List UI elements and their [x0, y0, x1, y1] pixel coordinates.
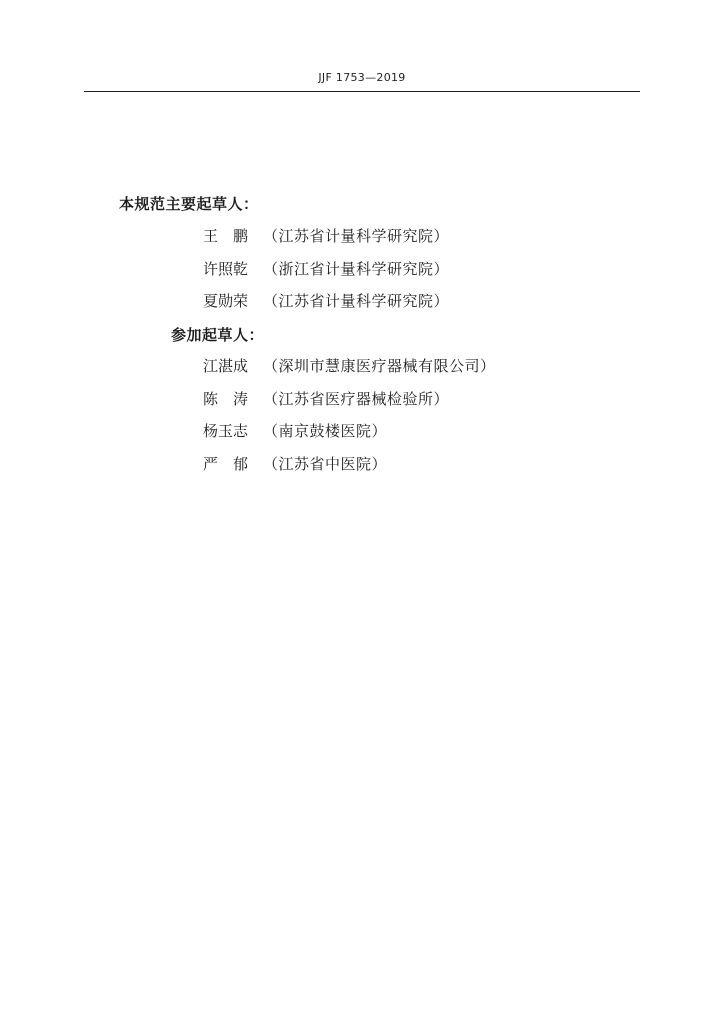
drafter-entry [203, 421, 496, 454]
standard-code: JJF 1753—2019 [318, 71, 406, 84]
drafter-entry [203, 226, 449, 259]
drafter-organization: （江苏省计量科学研究院） [263, 292, 450, 310]
drafter-name: 江湛成 [203, 357, 249, 375]
drafter-entry [203, 291, 449, 324]
main-drafters-heading: 本规范主要起草人： [119, 195, 259, 213]
drafter-name: 许照乾 [203, 259, 249, 278]
drafter-organization: （江苏省医疗器械检验所） [263, 389, 450, 408]
drafter-organization: （南京鼓楼医院） [263, 422, 388, 440]
drafter-organization: （江苏省计量科学研究院） [263, 227, 450, 245]
drafter-organization: （深圳市慧康医疗器械有限公司） [263, 357, 496, 375]
drafter-name: 王 鹏 [203, 227, 249, 245]
drafter-entry [203, 454, 496, 487]
header-rule [84, 91, 640, 92]
drafter-entry [203, 356, 496, 389]
drafter-entry [203, 259, 449, 292]
participating-drafters-heading: 参加起草人： [171, 326, 265, 344]
drafter-name: 陈 涛 [203, 389, 249, 408]
drafter-name: 严 郁 [203, 454, 249, 473]
main-drafters-list [203, 226, 449, 324]
drafter-organization: （江苏省中医院） [263, 454, 388, 473]
drafter-name: 夏勋荣 [203, 292, 249, 310]
drafter-name: 杨玉志 [203, 422, 249, 440]
drafter-entry [203, 389, 496, 422]
drafter-organization: （浙江省计量科学研究院） [263, 259, 450, 278]
participating-drafters-list [203, 356, 496, 486]
